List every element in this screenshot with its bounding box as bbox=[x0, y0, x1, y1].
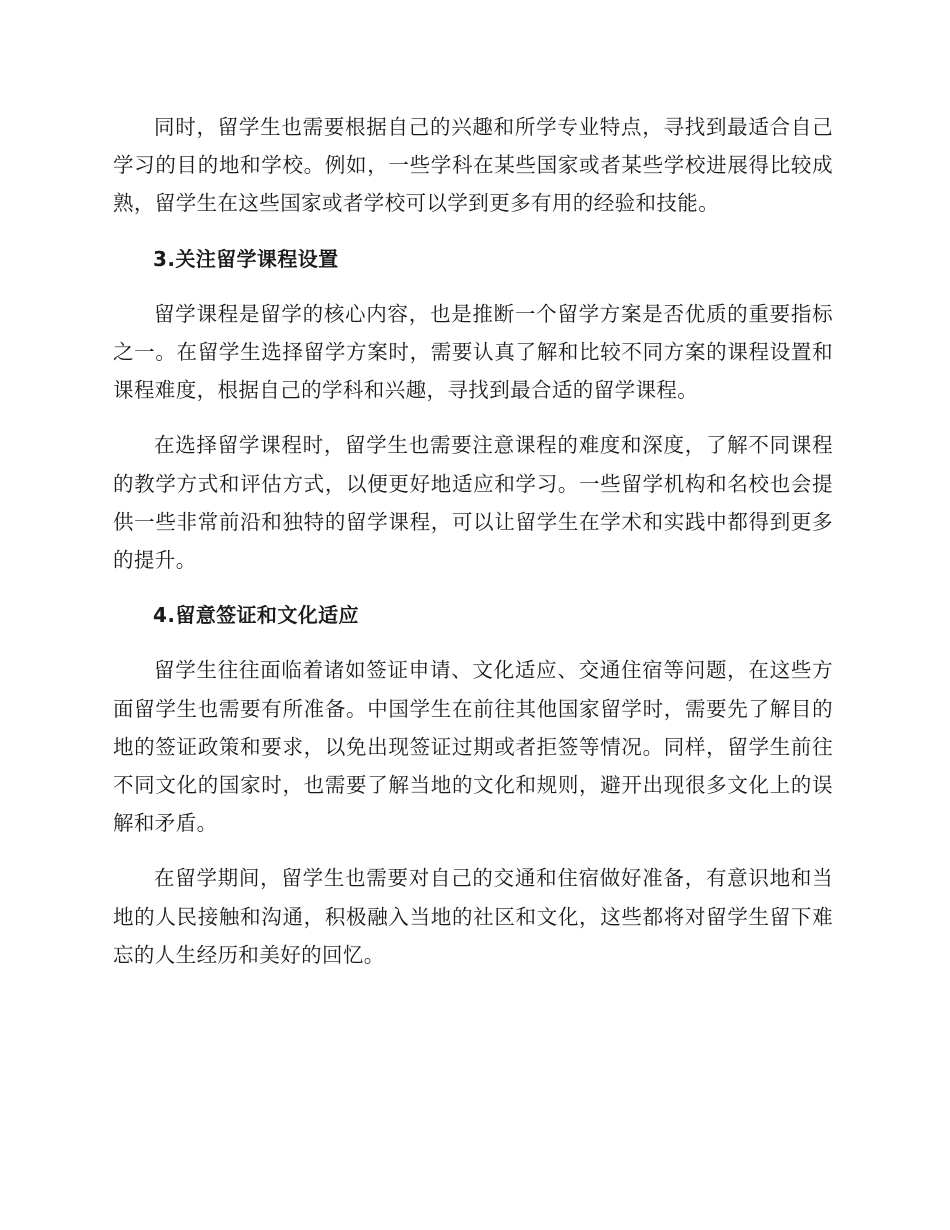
section-heading-course-settings: 3.关注留学课程设置 bbox=[153, 246, 339, 271]
paragraph-course-core: 留学课程是留学的核心内容，也是推断一个留学方案是否优质的重要指标之一。在留学生选择留学方案时，需要认真了解和比较不同方案的课程设置和课程难度，根据自己的学科和兴趣，寻找到最合适的留学课程。 bbox=[113, 301, 833, 403]
paragraph-living-preparation: 在留学期间，留学生也需要对自己的交通和住宿做好准备，有意识地和当地的人民接触和沟通，积极融入当地的社区和文化，这些都将对留学生留下难忘的人生经历和美好的回忆。 bbox=[113, 866, 833, 967]
paragraph-destination-choice: 同时，留学生也需要根据自己的兴趣和所学专业特点，寻找到最适合自己学习的目的地和学校。例如，一些学科在某些国家或者某些学校进展得比较成熟，留学生在这些国家或者学校可以学到更多有用的经验和技能。 bbox=[113, 115, 833, 216]
section-heading-visa-culture: 4.留意签证和文化适应 bbox=[153, 603, 359, 628]
paragraph-visa-culture: 留学生往往面临着诸如签证申请、文化适应、交通住宿等问题，在这些方面留学生也需要有所准备。中国学生在前往其他国家留学时，需要先了解目的地的签证政策和要求，以免出现签证过期或者拒签等情况。同样，留学生前往不同文化的国家时，也需要了解当地的文化和规则，避开出现很多文化上的误解和矛盾。 bbox=[113, 658, 833, 836]
document-body bbox=[113, 108, 833, 991]
paragraph-course-selection: 在选择留学课程时，留学生也需要注意课程的难度和深度，了解不同课程的教学方式和评估方式，以便更好地适应和学习。一些留学机构和名校也会提供一些非常前沿和独特的留学课程，可以让留学生在学术和实践中都得到更多的提升。 bbox=[113, 433, 833, 573]
